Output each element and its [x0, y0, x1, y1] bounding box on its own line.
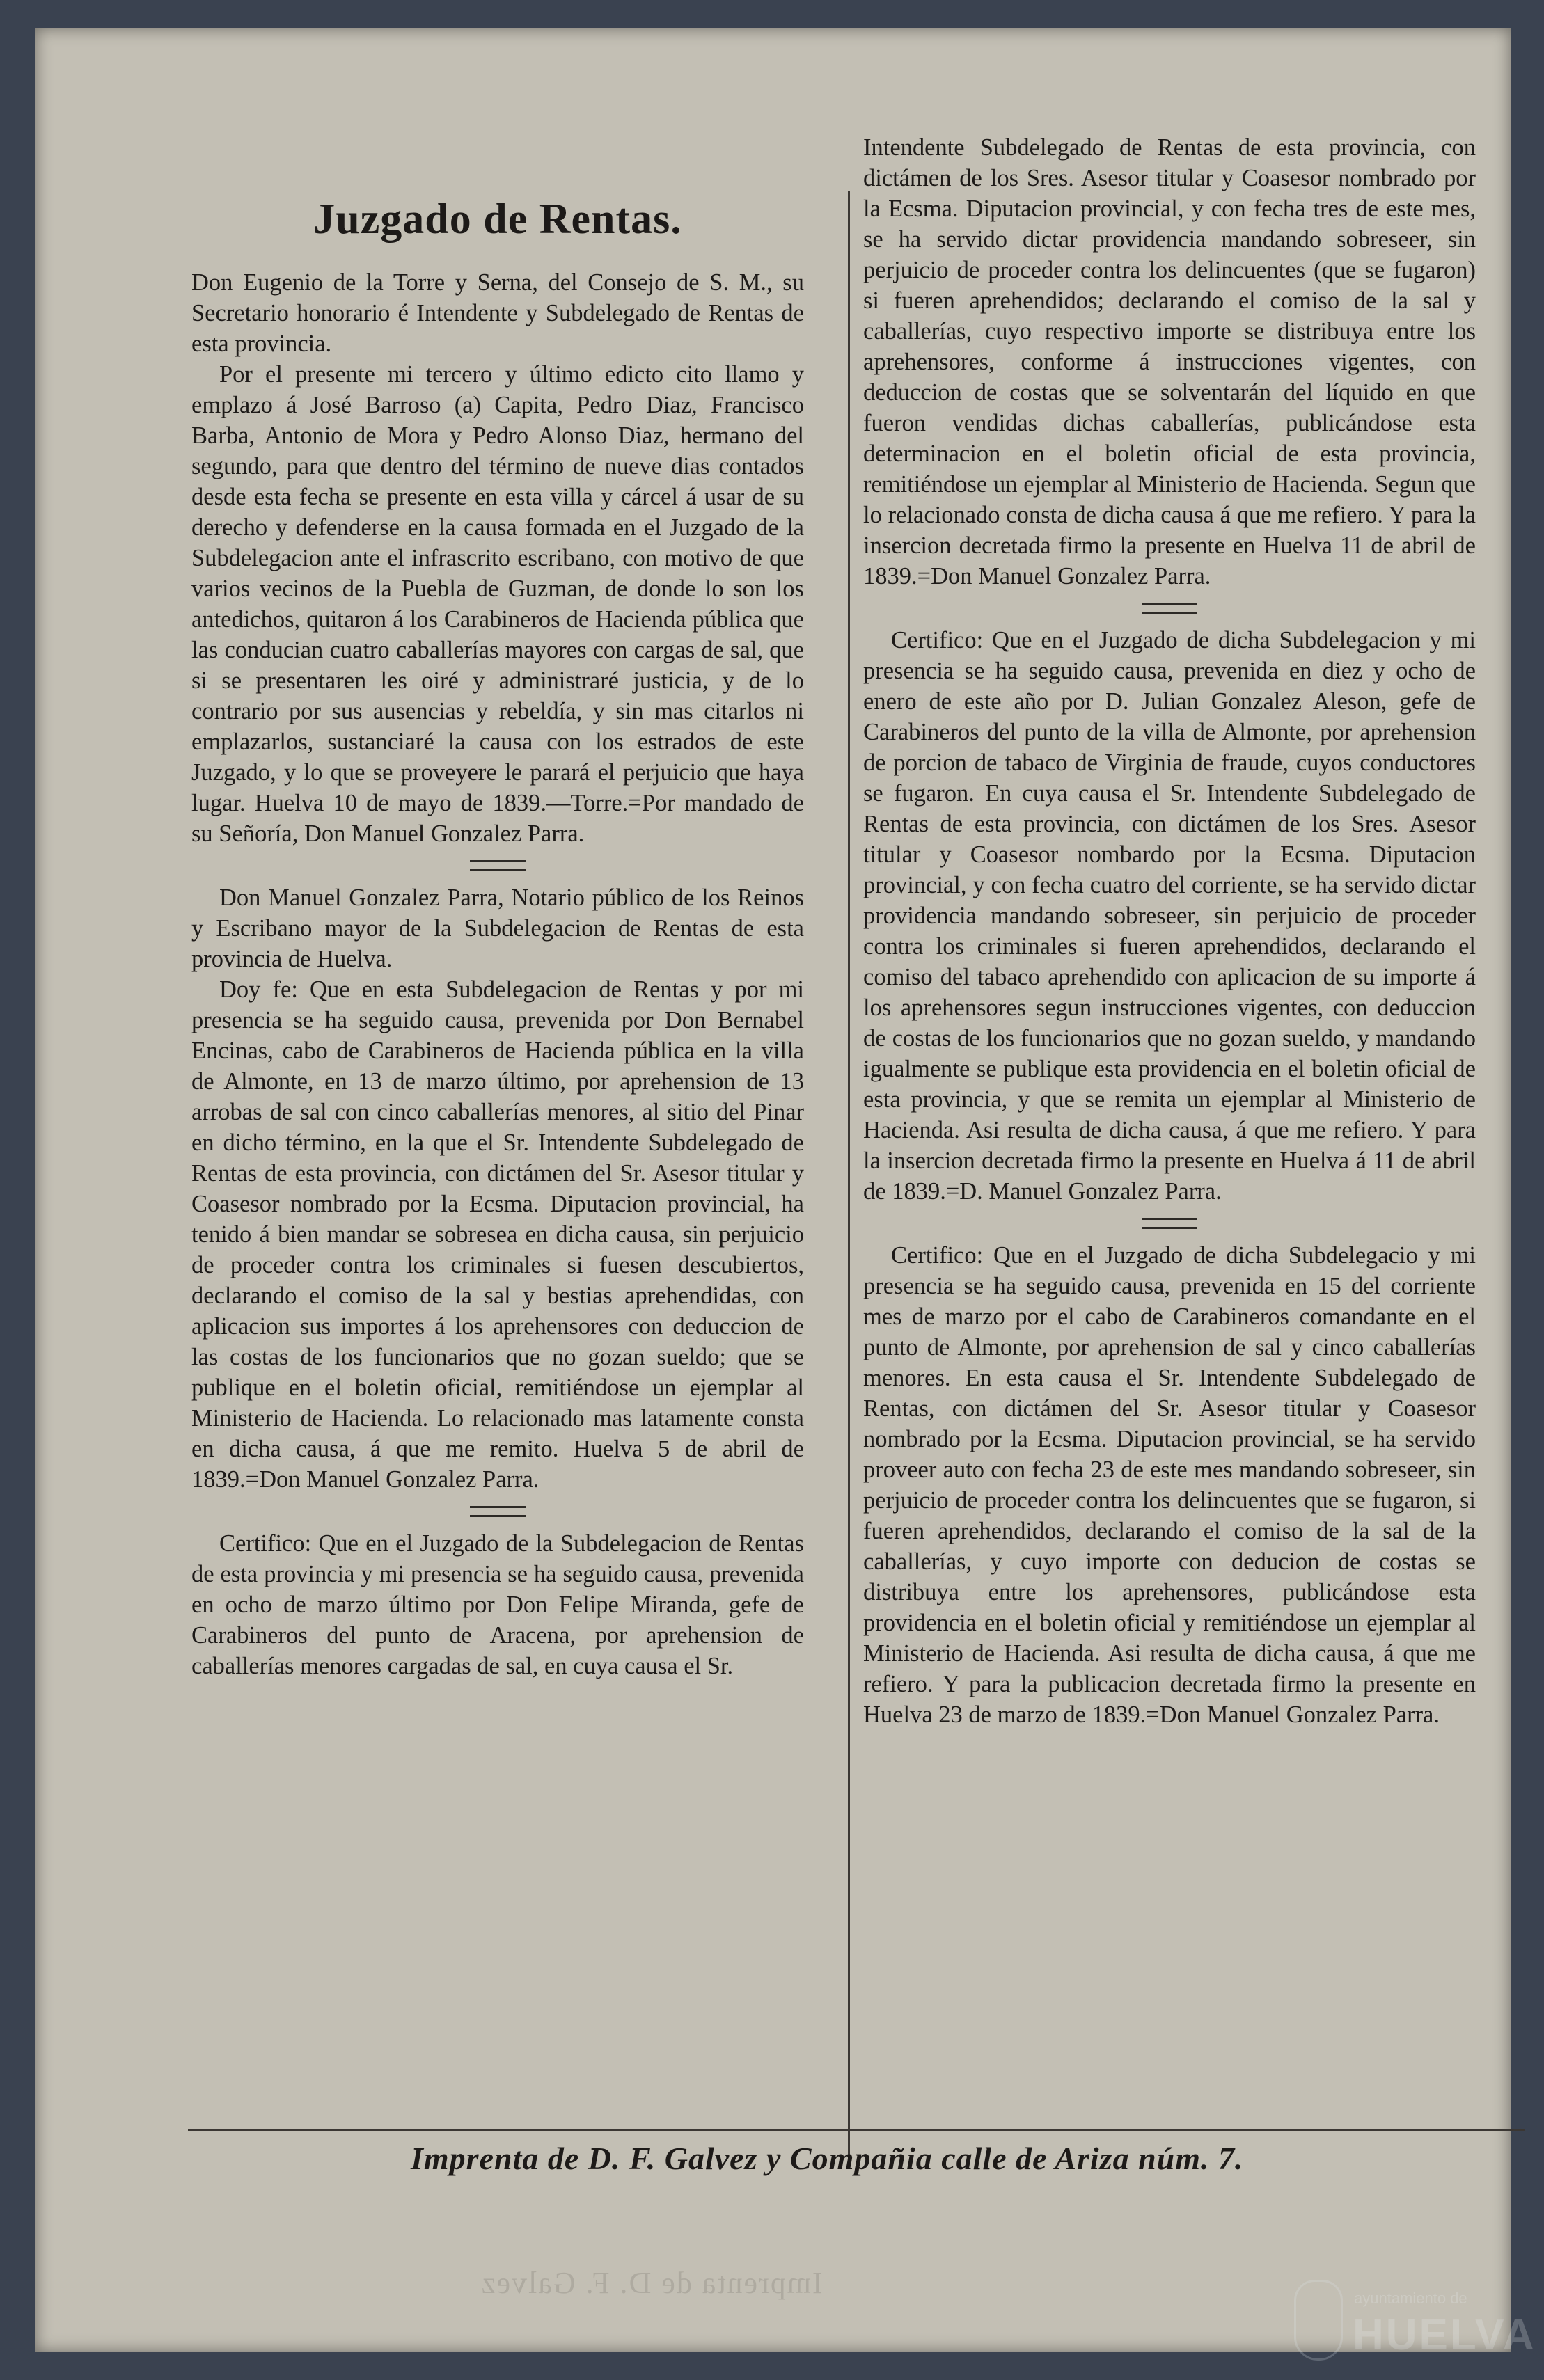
- paragraph: Certifico: Que en el Juzgado de la Subdelegacion de Rentas de esta provincia y mi presencia se ha seguido causa, prevenida en ocho de marzo último por Don Felipe Miranda, gefe de Carabineros del punto de Aracena, por aprehension de caballerías menores cargadas de sal, en cuya causa el Sr.: [191, 1530, 804, 1679]
- coat-of-arms-icon: [1294, 2280, 1343, 2361]
- document-title: Juzgado de Rentas.: [313, 196, 682, 243]
- left-column: [191, 153, 804, 1681]
- paragraph: Certifico: Que en el Juzgado de dicha Subdelegacio y mi presencia se ha seguido causa, prevenida en 15 del corriente mes de marzo por el cabo de Carabineros comandante en el punto de Almonte, por aprehension de sal y cinco caballerías menores. En esta causa el Sr. Intendente Subdelegado de Rentas, con dictámen del Sr. Asesor titular y Coasesor nombrado por la Ecsma. Diputacion provincial, se ha servido proveer auto con fecha 23 de este mes mandando sobreseer, sin perjuicio de proceder contra los delincuentes que se fugaron, si fueren aprehendidos, declarando el comiso de la sal de la caballerías, y cuyo importe con deducion de costas se distribuya entre los aprehensores, publicándose esta providencia en el boletin oficial y remitiéndose un ejemplar al Ministerio de Hacienda. Asi resulta de dicha causa, á que me refiero. Y para la publicacion decretada firmo la presente en Huelva 23 de marzo de 1839.=Don Manuel Gonzalez Parra.: [863, 1242, 1476, 1728]
- paragraph: Doy fe: Que en esta Subdelegacion de Rentas y por mi presencia se ha seguido causa, prevenida por Don Bernabel Encinas, cabo de Carabineros de Hacienda pública en la villa de Almonte, en 13 de marzo último, por aprehension de 13 arrobas de sal con cinco caballerías menores, al sitio del Pinar en dicho término, en la que el Sr. Intendente Subdelegado de Rentas de esta provincia, con dictámen del Sr. Asesor titular y Coasesor nombrado por la Ecsma. Diputacion provincial, ha tenido á bien mandar se sobresea en dicha causa, sin perjuicio de proceder contra los criminales si fuesen descubiertos, declarando el comiso de la sal y bestias aprehendidas, con aplicacion sus importes á los aprehensores con deduccion de las costas de los funcionarios que no gozan sueldo; que se publique en el boletin oficial, remitiéndose un ejemplar al Ministerio de Hacienda. Lo relacionado mas latamente consta en dicha causa, á que me remito. Huelva 5 de abril de 1839.=Don Manuel Gonzalez Parra.: [191, 976, 804, 1493]
- section-separator: [470, 860, 526, 871]
- right-column: [863, 132, 1476, 1730]
- bottom-rule: [188, 2129, 1525, 2131]
- watermark-small: ayuntamiento de: [1354, 2290, 1467, 2307]
- watermark-big: HUELVA: [1353, 2311, 1536, 2359]
- paragraph: Don Manuel Gonzalez Parra, Notario público de los Reinos y Escribano mayor de la Subdelegacion de Rentas de esta provincia de Huelva.: [191, 884, 804, 972]
- section-separator: [470, 1506, 526, 1517]
- paragraph: Don Eugenio de la Torre y Serna, del Consejo de S. M., su Secretario honorario é Intendente y Subdelegado de Rentas de esta provincia.: [191, 269, 804, 357]
- section-separator: [1142, 603, 1197, 614]
- watermark-seal: [1291, 2276, 1536, 2380]
- bleed-through-text: Imprenta de D. F. Galvez: [480, 2266, 823, 2300]
- document-sheet: [35, 28, 1536, 2359]
- section-separator: [1142, 1218, 1197, 1229]
- printer-imprint: Imprenta de D. F. Galvez y Compañia calle de Ariza núm. 7.: [411, 2141, 1244, 2176]
- column-divider: [848, 191, 850, 2161]
- paragraph: Certifico: Que en el Juzgado de dicha Subdelegacion y mi presencia se ha seguido causa, prevenida en diez y ocho de enero de este año por D. Julian Gonzalez Aleson, gefe de Carabineros del punto de la villa de Almonte, por aprehension de porcion de tabaco de Virginia de fraude, cuyos conductores se fugaron. En cuya causa el Sr. Intendente Subdelegado de Rentas de esta provincia, con dictámen de los Sres. Asesor titular y Coasesor nombardo por la Ecsma. Diputacion provincial, y con fecha cuatro del corriente, se ha servido dictar providencia mandando sobreseer, sin perjuicio de proceder contra los criminales si fueren aprehendidos, declarando el comiso del tabaco aprehendido con aplicacion de su importe á los aprehensores segun instrucciones vigentes, con deduccion de costas de los funcionarios que no gozan sueldo, y mandando igualmente se publique esta providencia en el boletin oficial de esta provincia, y que se remita un ejemplar al Ministerio de Hacienda. Asi resulta de dicha causa, á que me refiero. Y para la insercion decretada firmo la presente en Huelva á 11 de abril de 1839.=D. Manuel Gonzalez Parra.: [863, 627, 1476, 1205]
- paragraph: Intendente Subdelegado de Rentas de esta provincia, con dictámen de los Sres. Asesor titular y Coasesor nombrado por la Ecsma. Diputacion provincial, y con fecha tres de este mes, se ha servido dictar providencia mandando sobreseer, sin perjuicio de proceder contra los delincuentes (que se fugaron) si fueren aprehendidos; declarando el comiso de la sal y caballerías, cuyo respectivo importe se distribuya entre los aprehensores, conforme á instrucciones vigentes, con deduccion de costas que se solventarán del líquido en que fueron vendidas dichas caballerías, publicándose esta determinacion en el boletin oficial de esta provincia, remitiéndose un ejemplar al Ministerio de Hacienda. Segun que lo relacionado consta de dicha causa á que me refiero. Y para la insercion decretada firmo la presente en Huelva 11 de abril de 1839.=Don Manuel Gonzalez Parra.: [863, 134, 1476, 589]
- paragraph: Por el presente mi tercero y último edicto cito llamo y emplazo á José Barroso (a) Capita, Pedro Diaz, Francisco Barba, Antonio de Mora y Pedro Alonso Diaz, hermano del segundo, para que dentro del término de nueve dias contados desde esta fecha se presente en esta villa y cárcel á usar de su derecho y defenderse en la causa formada en el Juzgado de la Subdelegacion ante el infrascrito escribano, con motivo de que varios vecinos de la Puebla de Guzman, de donde lo son los antedichos, quitaron á los Carabineros de Hacienda pública que las conducian cuatro caballerías mayores con cargas de sal, que si se presentaren les oiré y administraré justicia, y de lo contrario por sus ausencias y rebeldía, y sin mas citarlos ni emplazarlos, sustanciaré la causa con los estrados de este Juzgado, y lo que se proveyere le parará el perjuicio que haya lugar. Huelva 10 de mayo de 1839.—Torre.=Por mandado de su Señoría, Don Manuel Gonzalez Parra.: [191, 361, 804, 847]
